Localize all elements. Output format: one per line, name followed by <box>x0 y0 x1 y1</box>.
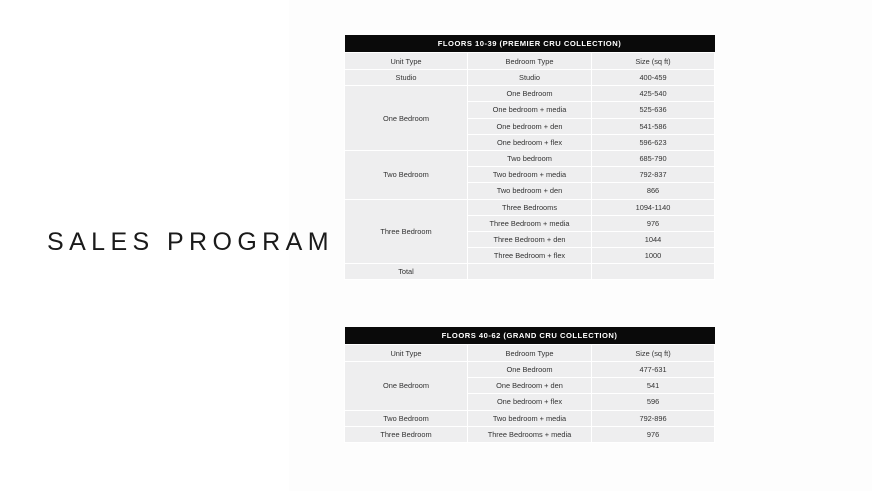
bedroom-type-cell: One bedroom + den <box>468 118 592 134</box>
unit-type-cell: Three Bedroom <box>345 426 468 442</box>
column-header: Bedroom Type <box>468 345 592 362</box>
table-row <box>345 410 715 426</box>
bedroom-type-cell: Two bedroom + den <box>468 183 592 199</box>
unit-type-cell: Two Bedroom <box>345 410 468 426</box>
table-row <box>345 150 715 166</box>
size-cell: 477-631 <box>592 362 715 378</box>
bedroom-type-cell: One bedroom + flex <box>468 134 592 150</box>
bedroom-type-cell: Three Bedroom + den <box>468 231 592 247</box>
size-cell: 1094-1140 <box>592 199 715 215</box>
column-header: Bedroom Type <box>468 53 592 70</box>
premier-cru-table <box>344 35 715 280</box>
bedroom-type-cell: Two bedroom + media <box>468 167 592 183</box>
size-cell: 792-837 <box>592 167 715 183</box>
total-row <box>345 264 715 280</box>
table-row <box>345 362 715 378</box>
bedroom-type-cell: Two bedroom + media <box>468 410 592 426</box>
size-cell: 685-790 <box>592 150 715 166</box>
size-cell: 425-540 <box>592 86 715 102</box>
size-cell: 525-636 <box>592 102 715 118</box>
unit-type-cell: Three Bedroom <box>345 199 468 264</box>
empty-cell <box>592 264 715 280</box>
column-header: Unit Type <box>345 53 468 70</box>
page-title: SALES PROGRAM <box>47 228 334 256</box>
bedroom-type-cell: Three Bedrooms + media <box>468 426 592 442</box>
size-cell: 1000 <box>592 248 715 264</box>
size-cell: 541-586 <box>592 118 715 134</box>
column-header: Unit Type <box>345 345 468 362</box>
size-cell: 400-459 <box>592 70 715 86</box>
column-header: Size (sq ft) <box>592 345 715 362</box>
bedroom-type-cell: One bedroom + media <box>468 102 592 118</box>
size-cell: 541 <box>592 378 715 394</box>
size-cell: 596 <box>592 394 715 410</box>
total-label: Total <box>345 264 468 280</box>
bedroom-type-cell: One Bedroom + den <box>468 378 592 394</box>
table-row <box>345 426 715 442</box>
bedroom-type-cell: Three Bedroom + media <box>468 215 592 231</box>
bedroom-type-cell: Studio <box>468 70 592 86</box>
table-row <box>345 86 715 102</box>
size-cell: 976 <box>592 215 715 231</box>
table-heading: FLOORS 40-62 (GRAND CRU COLLECTION) <box>345 327 715 345</box>
unit-type-cell: Two Bedroom <box>345 150 468 199</box>
size-cell: 976 <box>592 426 715 442</box>
table-row <box>345 199 715 215</box>
table-heading: FLOORS 10-39 (PREMIER CRU COLLECTION) <box>345 35 715 53</box>
bedroom-type-cell: Three Bedroom + flex <box>468 248 592 264</box>
unit-type-cell: One Bedroom <box>345 86 468 151</box>
size-cell: 1044 <box>592 231 715 247</box>
size-cell: 792-896 <box>592 410 715 426</box>
size-cell: 866 <box>592 183 715 199</box>
size-cell: 596-623 <box>592 134 715 150</box>
column-header-row <box>345 53 715 70</box>
bedroom-type-cell: One Bedroom <box>468 362 592 378</box>
bedroom-type-cell: Two bedroom <box>468 150 592 166</box>
unit-type-cell: Studio <box>345 70 468 86</box>
table-row <box>345 70 715 86</box>
empty-cell <box>468 264 592 280</box>
bedroom-type-cell: One Bedroom <box>468 86 592 102</box>
column-header-row <box>345 345 715 362</box>
grand-cru-table <box>344 327 715 443</box>
column-header: Size (sq ft) <box>592 53 715 70</box>
bedroom-type-cell: One bedroom + flex <box>468 394 592 410</box>
unit-type-cell: One Bedroom <box>345 362 468 411</box>
bedroom-type-cell: Three Bedrooms <box>468 199 592 215</box>
